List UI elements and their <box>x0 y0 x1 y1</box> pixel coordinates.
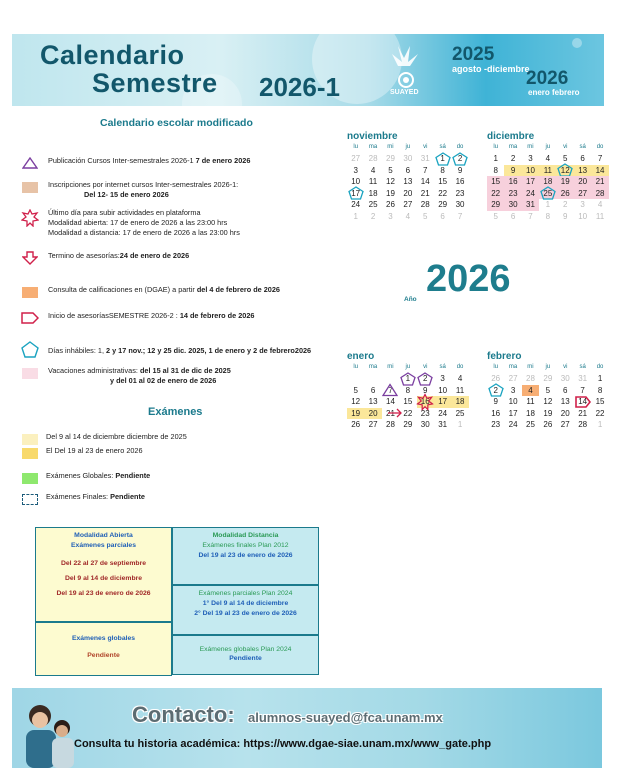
calendar-day: 15 <box>403 397 413 406</box>
calendar-day: 3 <box>440 374 445 383</box>
calendar-febrero <box>487 351 609 431</box>
calendar-day: 16 <box>455 177 465 186</box>
calendar-day: 14 <box>386 397 395 406</box>
legend-termino-date: 24 de enero de 2026 <box>119 251 190 260</box>
month-name: noviembre <box>347 131 398 142</box>
calendar-day: 2 <box>451 153 468 165</box>
calendar-day: 11 <box>526 397 535 406</box>
box-examenes-globales <box>35 622 172 676</box>
calendar-day: 13 <box>368 397 378 406</box>
calendar-day: 10 <box>438 385 448 395</box>
exam-legend-globales <box>20 471 150 485</box>
calendar-day <box>347 373 364 385</box>
calendar-day: 21 <box>382 408 399 420</box>
calendar-day: 29 <box>403 420 413 429</box>
calendar-day: 22 <box>403 408 413 418</box>
calendar-day: 30 <box>560 374 570 383</box>
title-semester: 2026-1 <box>259 72 340 102</box>
calendar-day: 24 <box>438 408 448 418</box>
calendar-day: 24 <box>351 200 361 209</box>
legend-inscripciones-date: Del 12- 15 de enero 2026 <box>84 190 169 199</box>
legend-inicio-date: 14 de febrero de 2026 <box>179 311 255 320</box>
day-grid <box>487 153 609 222</box>
calendar-day: 22 <box>487 188 504 200</box>
calendar-day: 5 <box>493 211 498 221</box>
calendar-day: 1 <box>545 200 551 209</box>
calendar-day: 25 <box>539 188 556 200</box>
calendar-day: 2 <box>487 385 504 397</box>
calendar-day: 20 <box>560 408 570 418</box>
year-2026-sub: enero febrero <box>528 88 580 97</box>
legend-calificaciones-text: Consulta de calificaciones en (DGAE) a partir <box>48 285 197 294</box>
calendar-day: 17 <box>508 408 518 418</box>
legend-vacaciones-jan: y del 01 al 02 de enero de 2026 <box>110 376 217 385</box>
calendar-day: 3 <box>528 154 533 163</box>
calendar-day: 15 <box>595 397 605 406</box>
star-burst-icon <box>21 209 39 227</box>
orange-swatch-icon <box>22 287 38 298</box>
exams-title: Exámenes <box>148 406 203 418</box>
calendar-day: 2 <box>563 200 568 209</box>
legend-ultimo-dia-abierta: Modalidad abierta: 17 de enero de 2026 a las 23:00 hrs <box>48 218 228 227</box>
calendar-day: 13 <box>560 397 570 406</box>
calendar-day: 5 <box>545 385 551 395</box>
peach-swatch-icon <box>22 182 38 193</box>
calendar-day: 12 <box>386 177 395 186</box>
legend-termino-text: Termino de asesorías: <box>48 251 120 260</box>
year-2025: 2025 <box>452 44 495 65</box>
dashed-box-icon <box>22 494 38 505</box>
weekday-header: lu ma mi ju vi sá do <box>353 144 464 150</box>
calendar-day: 19 <box>557 176 574 188</box>
calendar-day: 22 <box>438 188 448 198</box>
box-abierta-title: Modalidad Abierta <box>74 532 133 539</box>
yellow-swatch-icon <box>22 448 38 459</box>
calendar-day: 29 <box>543 374 553 383</box>
triangle-icon <box>22 157 38 169</box>
calendar-day: 1 <box>399 373 416 385</box>
calendar-day: 11 <box>595 211 605 221</box>
exam-legend-finales <box>20 492 145 506</box>
calendar-day: 4 <box>405 211 411 221</box>
calendar-day: 1 <box>597 420 603 429</box>
calendar-day: 28 <box>420 200 430 209</box>
calendar-day: 18 <box>526 408 535 418</box>
calendar-day: 9 <box>563 211 568 221</box>
calendar-day: 18 <box>368 188 378 198</box>
calendar-day: 4 <box>457 374 463 383</box>
calendar-day: 21 <box>420 188 430 198</box>
calendar-day: 27 <box>403 200 413 209</box>
calendar-day: 2 <box>510 154 516 163</box>
box-distancia-sub: Exámenes finales Plan 2012 <box>202 542 289 549</box>
exam-legend-ene-text: El Del 19 al 23 de enero 2026 <box>46 446 143 455</box>
calendar-day: 31 <box>438 420 448 429</box>
calendar-day: 7 <box>580 385 585 395</box>
calendar-diciembre <box>487 131 609 222</box>
box-abierta-date2: Del 9 al 14 de diciembre <box>64 575 143 582</box>
calendar-day: 27 <box>560 420 570 429</box>
calendar-day: 28 <box>591 188 608 200</box>
box-distancia-date: Del 19 al 23 de enero de 2026 <box>198 552 293 559</box>
contact-email[interactable]: alumnos-suayed@fca.unam.mx <box>248 710 443 725</box>
calendar-day: 3 <box>510 385 516 395</box>
box-abierta-date1: Del 22 al 27 de septiembre <box>60 560 146 567</box>
calendar-day: 19 <box>386 188 395 198</box>
legend-vacaciones-text: Vacaciones administrativas: <box>48 366 140 375</box>
pentagon-icon <box>21 341 39 358</box>
month-name: enero <box>347 351 375 362</box>
exam-legend-dic-text: Del 9 al 14 de diciembre diciembre de 2025 <box>46 432 187 441</box>
box-modalidad-abierta <box>35 527 172 622</box>
calendar-day: 14 <box>591 165 608 177</box>
legend-inscripciones <box>20 180 238 200</box>
calendar-day: 30 <box>504 199 521 211</box>
calendar-day: 26 <box>351 420 361 429</box>
legend-inscripciones-text: Inscripciones por internet cursos Inter-semestrales 2026-1: <box>48 180 239 189</box>
calendar-day: 1 <box>434 153 451 165</box>
weekday-header: lu ma mi ju vi sá do <box>493 144 604 150</box>
year-big: 2026 <box>426 258 511 300</box>
calendar-day: 23 <box>455 188 465 198</box>
calendar-day: 4 <box>545 154 551 163</box>
calendar-day: 2 <box>370 211 376 221</box>
calendar-day: 21 <box>591 176 608 188</box>
title-line2: Semestre <box>92 68 218 98</box>
calendar-day: 12 <box>351 397 361 406</box>
calendar-day: 28 <box>368 154 378 163</box>
calendar-day: 27 <box>351 154 361 163</box>
students-photo-icon <box>18 698 76 768</box>
calendar-day: 8 <box>545 211 551 221</box>
box-parciales-2024 <box>172 585 319 635</box>
legend-publicacion-date: 7 de enero 2026 <box>195 156 251 165</box>
calendar-day: 7 <box>423 165 428 175</box>
calendar-day: 28 <box>526 374 535 383</box>
pentagon-arrow-icon <box>21 312 39 324</box>
weekday-header: lu ma mi ju vi sá do <box>353 364 464 370</box>
calendar-day: 23 <box>504 188 521 200</box>
calendar-day <box>364 373 381 385</box>
calendar-day: 7 <box>457 211 463 221</box>
calendar-noviembre <box>347 131 469 222</box>
calendar-day: 26 <box>557 188 574 200</box>
calendar-day: 5 <box>563 154 568 163</box>
legend-ultimo-dia-text: Último día para subir actividades en plataforma <box>48 208 201 217</box>
calendar-day: 27 <box>508 374 518 383</box>
weekday-header: lu ma mi ju vi sá do <box>493 364 604 370</box>
exam-legend-dic <box>20 432 187 446</box>
history-link[interactable]: Consulta tu historia académica: https://www.dgae-siae.unam.mx/www_gate.php <box>74 738 492 750</box>
exam-legend-globales-text: Exámenes Globales: <box>46 471 116 480</box>
calendar-day: 17 <box>522 176 539 188</box>
legend-inicio-asesorias <box>20 311 254 325</box>
box-globales-title: Exámenes globales <box>71 635 136 642</box>
calendar-day: 17 <box>347 188 364 200</box>
calendar-day: 7 <box>382 385 399 397</box>
calendar-day: 9 <box>493 397 498 406</box>
calendar-day: 5 <box>388 165 393 175</box>
legend-publicacion-text: Publicación Cursos Inter-semestrales 2026-1 <box>48 156 196 165</box>
calendar-day: 29 <box>386 154 395 163</box>
calendar-day: 15 <box>438 177 448 186</box>
exam-legend-finales-text: Exámenes Finales: <box>46 492 111 501</box>
calendar-day: 13 <box>574 165 591 177</box>
calendar-day: 6 <box>440 211 445 221</box>
month-name: febrero <box>487 351 522 362</box>
calendar-day: 8 <box>493 165 498 175</box>
contact-label: Contacto: <box>132 702 235 727</box>
month-name: diciembre <box>487 131 535 142</box>
calendar-day: 29 <box>487 199 504 211</box>
legend-calificaciones-date: del 4 de febrero de 2026 <box>196 285 280 294</box>
calendar-day: 30 <box>420 420 430 429</box>
box-abierta-sub: Exámenes parciales <box>71 542 136 549</box>
calendar-day: 5 <box>353 385 358 395</box>
calendar-day: 21 <box>578 408 588 418</box>
calendar-day: 19 <box>347 408 364 420</box>
exam-legend-ene <box>20 446 143 460</box>
calendar-day: 26 <box>491 374 501 383</box>
legend-calificaciones <box>20 285 280 299</box>
calendar-day: 6 <box>563 385 568 395</box>
light-yellow-swatch-icon <box>22 434 38 445</box>
calendar-day: 3 <box>580 200 585 209</box>
box-parciales-d1: 1° Del 9 al 14 de diciembre <box>202 600 289 607</box>
calendar-day: 1 <box>597 374 603 383</box>
calendar-day: 17 <box>434 396 451 408</box>
calendar-day: 25 <box>526 420 535 429</box>
calendar-day: 6 <box>370 385 376 395</box>
calendar-day: 19 <box>543 408 553 418</box>
calendar-day: 12 <box>543 397 553 406</box>
calendar-day <box>382 373 399 385</box>
calendar-day: 14 <box>420 177 430 186</box>
calendar-day: 29 <box>438 200 448 209</box>
calendar-day: 20 <box>574 176 591 188</box>
title-line1: Calendario <box>40 40 185 70</box>
calendar-day: 24 <box>508 420 518 429</box>
legend-termino <box>20 251 189 265</box>
year-2026: 2026 <box>526 68 569 89</box>
calendar-day: 1 <box>493 154 498 163</box>
calendar-day: 4 <box>370 165 376 175</box>
calendar-day: 4 <box>597 200 603 209</box>
calendar-day: 9 <box>504 165 521 177</box>
exam-legend-globales-status: Pendiente <box>115 471 151 480</box>
calendar-day: 26 <box>386 200 395 209</box>
calendar-day: 14 <box>574 396 591 408</box>
calendar-day: 18 <box>539 176 556 188</box>
legend-inhabiles-text: Días inhábiles: 1, <box>48 346 107 355</box>
calendar-day: 8 <box>597 385 603 395</box>
calendar-day: 8 <box>440 165 445 175</box>
calendar-day: 31 <box>522 199 539 211</box>
box-parciales-title: Exámenes parciales Plan 2024 <box>198 590 293 597</box>
legend-publicacion <box>20 156 250 170</box>
calendar-day: 9 <box>457 165 463 175</box>
calendar-day: 7 <box>528 211 533 221</box>
calendar-day: 26 <box>543 420 553 429</box>
box-globales2024-title: Exámenes globales Plan 2024 <box>199 646 292 653</box>
calendar-day: 31 <box>578 374 588 383</box>
header-banner <box>12 34 604 106</box>
calendar-day: 10 <box>508 397 518 406</box>
calendar-day: 6 <box>580 154 585 163</box>
calendar-day: 27 <box>368 420 378 429</box>
year-2025-sub: agosto -diciembre <box>452 64 530 74</box>
calendar-day: 11 <box>368 177 378 186</box>
calendar-day: 16 <box>417 396 434 408</box>
legend-vacaciones-dec: del 15 al 31 de dic de 2025 <box>139 366 231 375</box>
calendar-day: 30 <box>403 154 413 163</box>
calendar-day: 16 <box>504 176 521 188</box>
pink-swatch-icon <box>22 368 38 379</box>
legend-inhabiles-dates: 2 y 17 nov.; 12 y 25 dic. 2025, 1 de enero y 2 de febrero2026 <box>106 346 312 355</box>
calendar-day: 28 <box>386 420 395 429</box>
calendar-day: 3 <box>388 211 393 221</box>
calendar-day: 24 <box>522 188 539 200</box>
box-parciales-d2: 2° Del 19 al 23 de enero de 2026 <box>194 610 297 617</box>
box-abierta-date3: Del 19 al 23 de enero de 2026 <box>56 590 151 597</box>
calendar-enero <box>347 351 469 431</box>
calendar-day: 4 <box>522 385 539 397</box>
calendar-day: 11 <box>455 385 465 395</box>
legend-ultimo-dia-distancia: Modalidad a distancia: 17 de enero de 2026 a las 23:00 hrs <box>48 228 240 237</box>
calendar-day: 1 <box>353 211 358 221</box>
calendar-day: 2 <box>417 373 434 385</box>
calendar-day: 12 <box>557 165 574 177</box>
footer-banner <box>12 688 602 768</box>
calendar-day: 31 <box>420 154 430 163</box>
calendar-day: 25 <box>455 408 465 418</box>
calendar-day: 6 <box>405 165 411 175</box>
calendar-day: 28 <box>578 420 588 429</box>
calendar-day: 20 <box>403 188 413 198</box>
day-grid <box>347 153 469 222</box>
legend-ultimo-dia <box>20 208 240 238</box>
box-modalidad-distancia <box>172 527 319 585</box>
exam-legend-finales-status: Pendiente <box>110 492 145 501</box>
day-grid <box>487 373 609 431</box>
legend-inhabiles <box>20 340 311 358</box>
calendar-day: 3 <box>353 165 358 175</box>
calendar-day: 18 <box>451 396 468 408</box>
legend-inicio-text: Inicio de asesoríasSEMESTRE 2026-2 : <box>48 311 180 320</box>
calendar-day: 23 <box>491 420 501 429</box>
calendar-day: 6 <box>510 211 516 221</box>
box-globales-status: Pendiente <box>87 652 120 659</box>
day-grid <box>347 373 469 431</box>
green-swatch-icon <box>22 473 38 484</box>
calendar-day: 10 <box>351 177 361 186</box>
year-label: Año <box>404 296 417 303</box>
box-globales2024-status: Pendiente <box>229 655 262 662</box>
arrow-down-icon <box>22 251 38 265</box>
box-distancia-title: Modalidad Distancia <box>212 532 279 539</box>
calendar-day: 8 <box>405 385 411 395</box>
calendar-day: 22 <box>595 408 605 418</box>
box-globales-2024 <box>172 635 319 675</box>
legend-title: Calendario escolar modificado <box>100 117 253 129</box>
calendar-day: 9 <box>423 385 428 395</box>
calendar-day: 27 <box>574 188 591 200</box>
calendar-day: 13 <box>403 177 413 186</box>
calendar-day: 10 <box>522 165 539 177</box>
calendar-day: 30 <box>455 200 465 209</box>
calendar-day: 15 <box>487 176 504 188</box>
calendar-day: 5 <box>423 211 428 221</box>
calendar-day: 10 <box>578 211 588 221</box>
calendar-day: 20 <box>364 408 381 420</box>
calendar-day: 23 <box>420 408 430 418</box>
calendar-day: 1 <box>457 420 463 429</box>
calendar-day: 25 <box>368 200 378 209</box>
logo-text: SUAYED <box>390 89 419 96</box>
calendar-day: 16 <box>491 408 501 418</box>
calendar-day: 7 <box>597 154 603 163</box>
calendar-day: 11 <box>539 165 556 177</box>
legend-vacaciones <box>20 366 231 386</box>
